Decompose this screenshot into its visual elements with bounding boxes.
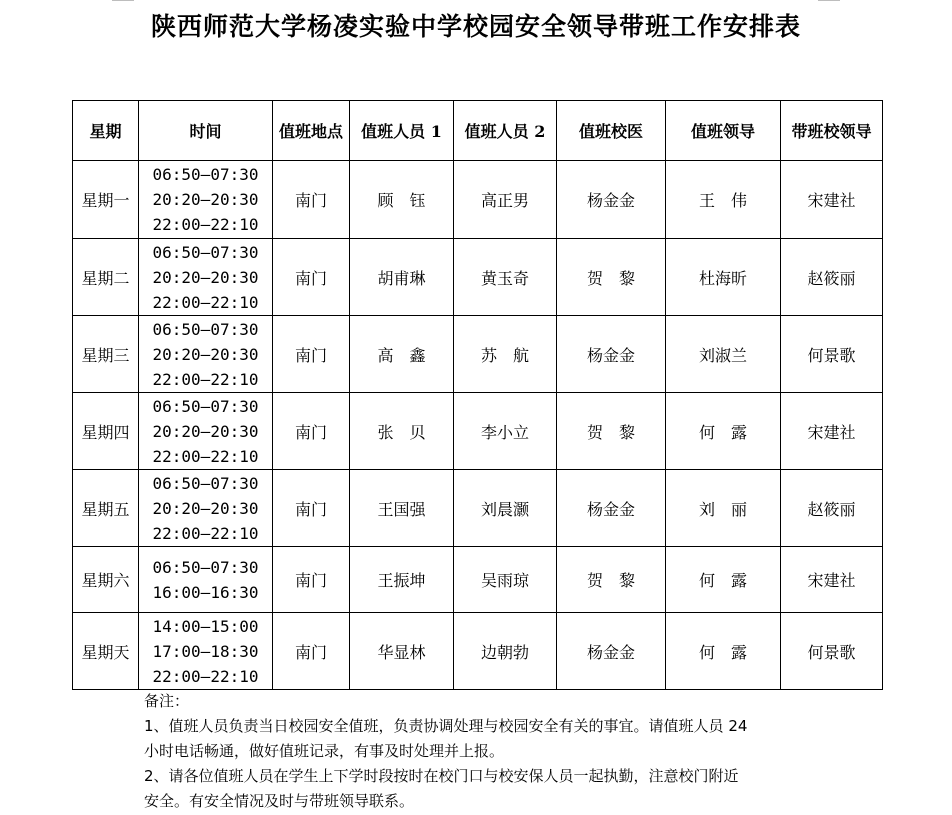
time-slot: 22:00—22:10 [152,292,259,312]
time-slot: 06:50—07:30 [152,319,259,339]
location-cell: 南门 [273,393,350,470]
doctor-cell: 杨金金 [557,470,666,547]
header-staff-1: 值班人员 1 [350,101,454,161]
location-cell: 南门 [273,470,350,547]
time-slot: 22:00—22:10 [152,446,259,466]
staff2-cell: 高正男 [454,161,557,239]
school-leader-cell: 何景歌 [781,316,883,393]
table-row [73,393,883,470]
time-slot: 20:20—20:30 [152,267,259,287]
doctor-cell: 杨金金 [557,316,666,393]
day-cell: 星期五 [73,470,139,547]
notes-heading: 备注： [144,692,190,710]
leader-cell: 刘淑兰 [666,316,781,393]
time-cell [139,613,273,690]
time-cell [139,470,273,547]
staff1-cell: 顾 钰 [350,161,454,239]
staff2-cell: 吴雨琼 [454,547,557,613]
time-cell [139,393,273,470]
time-slot: 14:00—15:00 [152,616,259,636]
time-slot: 06:50—07:30 [152,557,259,577]
leader-cell: 何 露 [666,393,781,470]
staff2-cell: 黄玉奇 [454,239,557,316]
header-day: 星期 [73,101,139,161]
header-leader: 值班领导 [666,101,781,161]
day-cell: 星期三 [73,316,139,393]
staff1-cell: 高 鑫 [350,316,454,393]
leader-cell: 王 伟 [666,161,781,239]
table-header-row [73,101,883,161]
time-slot: 06:50—07:30 [152,165,259,184]
staff2-cell: 苏 航 [454,316,557,393]
staff1-cell: 胡甫琳 [350,239,454,316]
table-row [73,239,883,316]
table-row [73,316,883,393]
staff2-cell: 边朝勃 [454,613,557,690]
school-leader-cell: 赵筱丽 [781,470,883,547]
day-cell: 星期天 [73,613,139,690]
time-slot: 22:00—22:10 [152,215,259,234]
location-cell: 南门 [273,613,350,690]
header-staff-2: 值班人员 2 [454,101,557,161]
table-row [73,613,883,690]
day-cell: 星期一 [73,161,139,239]
location-cell: 南门 [273,547,350,613]
notes-line: 1、值班人员负责当日校园安全值班，负责协调处理与校园安全有关的事宜。请值班人员 24 [144,717,748,735]
school-leader-cell: 宋建社 [781,161,883,239]
school-leader-cell: 宋建社 [781,393,883,470]
doctor-cell: 贺 黎 [557,547,666,613]
time-slot: 22:00—22:10 [152,666,259,686]
duty-schedule-table [72,100,883,690]
notes-line: 2、请各位值班人员在学生上下学时段按时在校门口与校安保人员一起执勤，注意校门附近 [144,767,739,785]
location-cell: 南门 [273,239,350,316]
time-slot: 20:20—20:30 [152,421,259,441]
header-time: 时间 [139,101,273,161]
location-cell: 南门 [273,161,350,239]
document-title: 陕西师范大学杨凌实验中学校园安全领导带班工作安排表 [150,12,801,41]
notes-line: 小时电话畅通，做好值班记录，有事及时处理并上报。 [144,742,505,760]
leader-cell: 刘 丽 [666,470,781,547]
time-cell [139,316,273,393]
doctor-cell: 贺 黎 [557,239,666,316]
time-slot: 06:50—07:30 [152,242,259,262]
time-slot: 20:20—20:30 [152,344,259,364]
header-doctor: 值班校医 [557,101,666,161]
time-slot: 20:20—20:30 [152,498,259,518]
doctor-cell: 贺 黎 [557,393,666,470]
header-location: 值班地点 [273,101,350,161]
table-row [73,470,883,547]
day-cell: 星期二 [73,239,139,316]
header-school-leader: 带班校领导 [781,101,883,161]
table-row [73,161,883,239]
day-cell: 星期四 [73,393,139,470]
doctor-cell: 杨金金 [557,161,666,239]
staff1-cell: 王国强 [350,470,454,547]
day-cell: 星期六 [73,547,139,613]
table-row [73,547,883,613]
time-slot: 17:00—18:30 [152,641,259,661]
time-cell [139,547,273,613]
staff1-cell: 王振坤 [350,547,454,613]
time-slot: 22:00—22:10 [152,523,259,543]
leader-cell: 杜海昕 [666,239,781,316]
staff2-cell: 李小立 [454,393,557,470]
staff1-cell: 张 贝 [350,393,454,470]
top-rule-right [818,0,840,1]
time-cell [139,239,273,316]
notes-line: 安全。有安全情况及时与带班领导联系。 [144,792,415,810]
time-cell [139,161,273,239]
leader-cell: 何 露 [666,613,781,690]
time-slot: 20:20—20:30 [152,190,259,209]
time-slot: 22:00—22:10 [152,369,259,389]
location-cell: 南门 [273,316,350,393]
doctor-cell: 杨金金 [557,613,666,690]
time-slot: 16:00—16:30 [152,582,259,602]
top-rule-left [112,0,134,1]
notes-section [144,689,824,814]
staff2-cell: 刘晨灏 [454,470,557,547]
leader-cell: 何 露 [666,547,781,613]
time-slot: 06:50—07:30 [152,473,259,493]
time-slot: 06:50—07:30 [152,396,259,416]
school-leader-cell: 宋建社 [781,547,883,613]
staff1-cell: 华显林 [350,613,454,690]
school-leader-cell: 何景歌 [781,613,883,690]
school-leader-cell: 赵筱丽 [781,239,883,316]
